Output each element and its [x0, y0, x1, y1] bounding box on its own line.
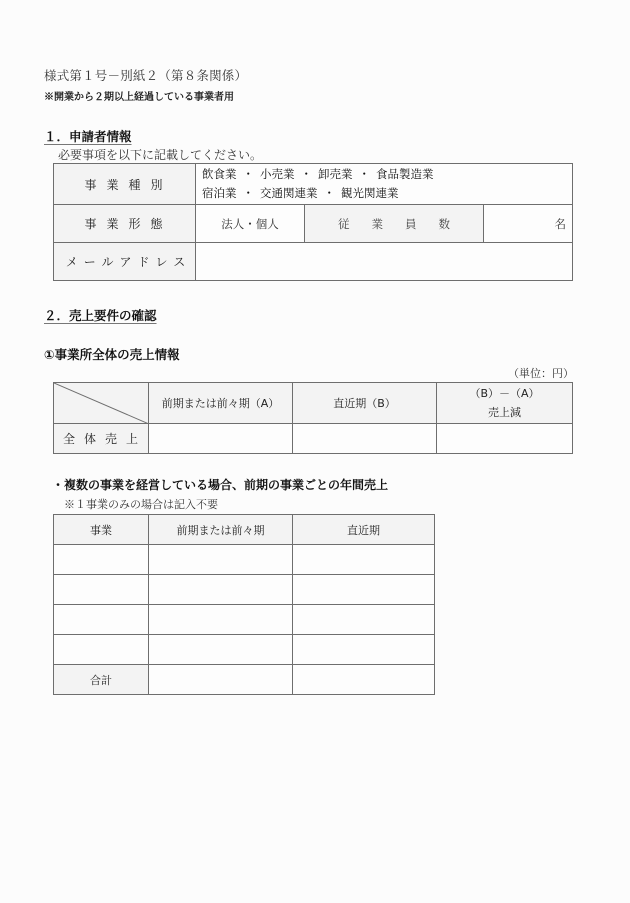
- email-label: メールアドレス: [54, 243, 196, 281]
- option-food-manufacturing[interactable]: 食品製造業: [376, 167, 434, 181]
- business-name-input[interactable]: [54, 605, 149, 635]
- header-latest-period: 直近期（B）: [293, 383, 437, 424]
- header-business: 事業: [54, 515, 149, 545]
- business-name-input[interactable]: [54, 635, 149, 665]
- form-applicability-note: ※開業から２期以上経過している事業者用: [44, 92, 234, 103]
- business-type-line2: 宿泊業 ・ 交通関連業 ・ 観光関連業: [202, 186, 399, 200]
- business-type-options[interactable]: [196, 164, 573, 205]
- header-latest-period: 直近期: [293, 515, 435, 545]
- table-row: [54, 575, 435, 605]
- total-latest-input[interactable]: [293, 665, 435, 695]
- total-sales-decrease-input[interactable]: [437, 424, 573, 454]
- total-sales-table: [53, 382, 573, 454]
- option-tourism[interactable]: 観光関連業: [341, 186, 399, 200]
- latest-sales-input[interactable]: [293, 545, 435, 575]
- header-sales-decrease: [437, 383, 573, 424]
- latest-sales-input[interactable]: [293, 605, 435, 635]
- option-wholesale[interactable]: 卸売業: [318, 167, 353, 181]
- total-row: [54, 665, 435, 695]
- latest-sales-input[interactable]: [293, 575, 435, 605]
- option-transportation[interactable]: 交通関連業: [260, 186, 318, 200]
- previous-sales-input[interactable]: [149, 545, 293, 575]
- table-row: [54, 545, 435, 575]
- header-difference-formula: （B）－（A）: [469, 387, 540, 400]
- employees-unit: 名: [554, 216, 566, 231]
- section1-heading: １．申請者情報: [44, 129, 132, 144]
- business-type-line1: 飲食業 ・ 小売業 ・ 卸売業 ・ 食品製造業: [202, 167, 434, 181]
- total-sales-latest-input[interactable]: [293, 424, 437, 454]
- option-lodging[interactable]: 宿泊業: [202, 186, 237, 200]
- business-name-input[interactable]: [54, 575, 149, 605]
- header-previous-period: 前期または前々期: [149, 515, 293, 545]
- total-previous-input[interactable]: [149, 665, 293, 695]
- form-number: 様式第１号－別紙２（第８条関係）: [44, 68, 248, 83]
- section1-instruction: 必要事項を以下に記載してください。: [58, 148, 263, 162]
- previous-sales-input[interactable]: [149, 635, 293, 665]
- latest-sales-input[interactable]: [293, 635, 435, 665]
- multi-business-heading: ・複数の事業を経営している場合、前期の事業ごとの年間売上: [52, 478, 389, 492]
- header-previous-period: 前期または前々期（A）: [149, 383, 293, 424]
- multi-business-note: ※１事業のみの場合は記入不要: [64, 498, 218, 511]
- total-sales-previous-input[interactable]: [149, 424, 293, 454]
- option-restaurant[interactable]: 飲食業: [202, 167, 237, 181]
- business-form-label: 事業形態: [54, 205, 196, 243]
- table-row: [54, 605, 435, 635]
- email-field[interactable]: [196, 243, 573, 281]
- employees-label: 従業員数: [305, 205, 484, 243]
- section2-heading: ２．売上要件の確認: [44, 308, 157, 323]
- total-label: 合計: [54, 665, 149, 695]
- business-type-label: 事業種別: [54, 164, 196, 205]
- diagonal-line-icon: [54, 383, 149, 424]
- previous-sales-input[interactable]: [149, 605, 293, 635]
- applicant-info-table: [53, 163, 573, 281]
- per-business-sales-table: [53, 514, 435, 695]
- business-name-input[interactable]: [54, 545, 149, 575]
- header-sales-decrease-label: 売上減: [488, 406, 521, 419]
- unit-label: （単位：円）: [508, 367, 574, 380]
- total-sales-label: 全体売上: [54, 424, 149, 454]
- previous-sales-input[interactable]: [149, 575, 293, 605]
- total-sales-heading: ①事業所全体の売上情報: [44, 347, 180, 362]
- employees-field[interactable]: [484, 205, 573, 243]
- table-row: [54, 635, 435, 665]
- diagonal-header-cell: [54, 383, 149, 424]
- option-retail[interactable]: 小売業: [260, 167, 295, 181]
- business-form-field[interactable]: 法人・個人: [196, 205, 305, 243]
